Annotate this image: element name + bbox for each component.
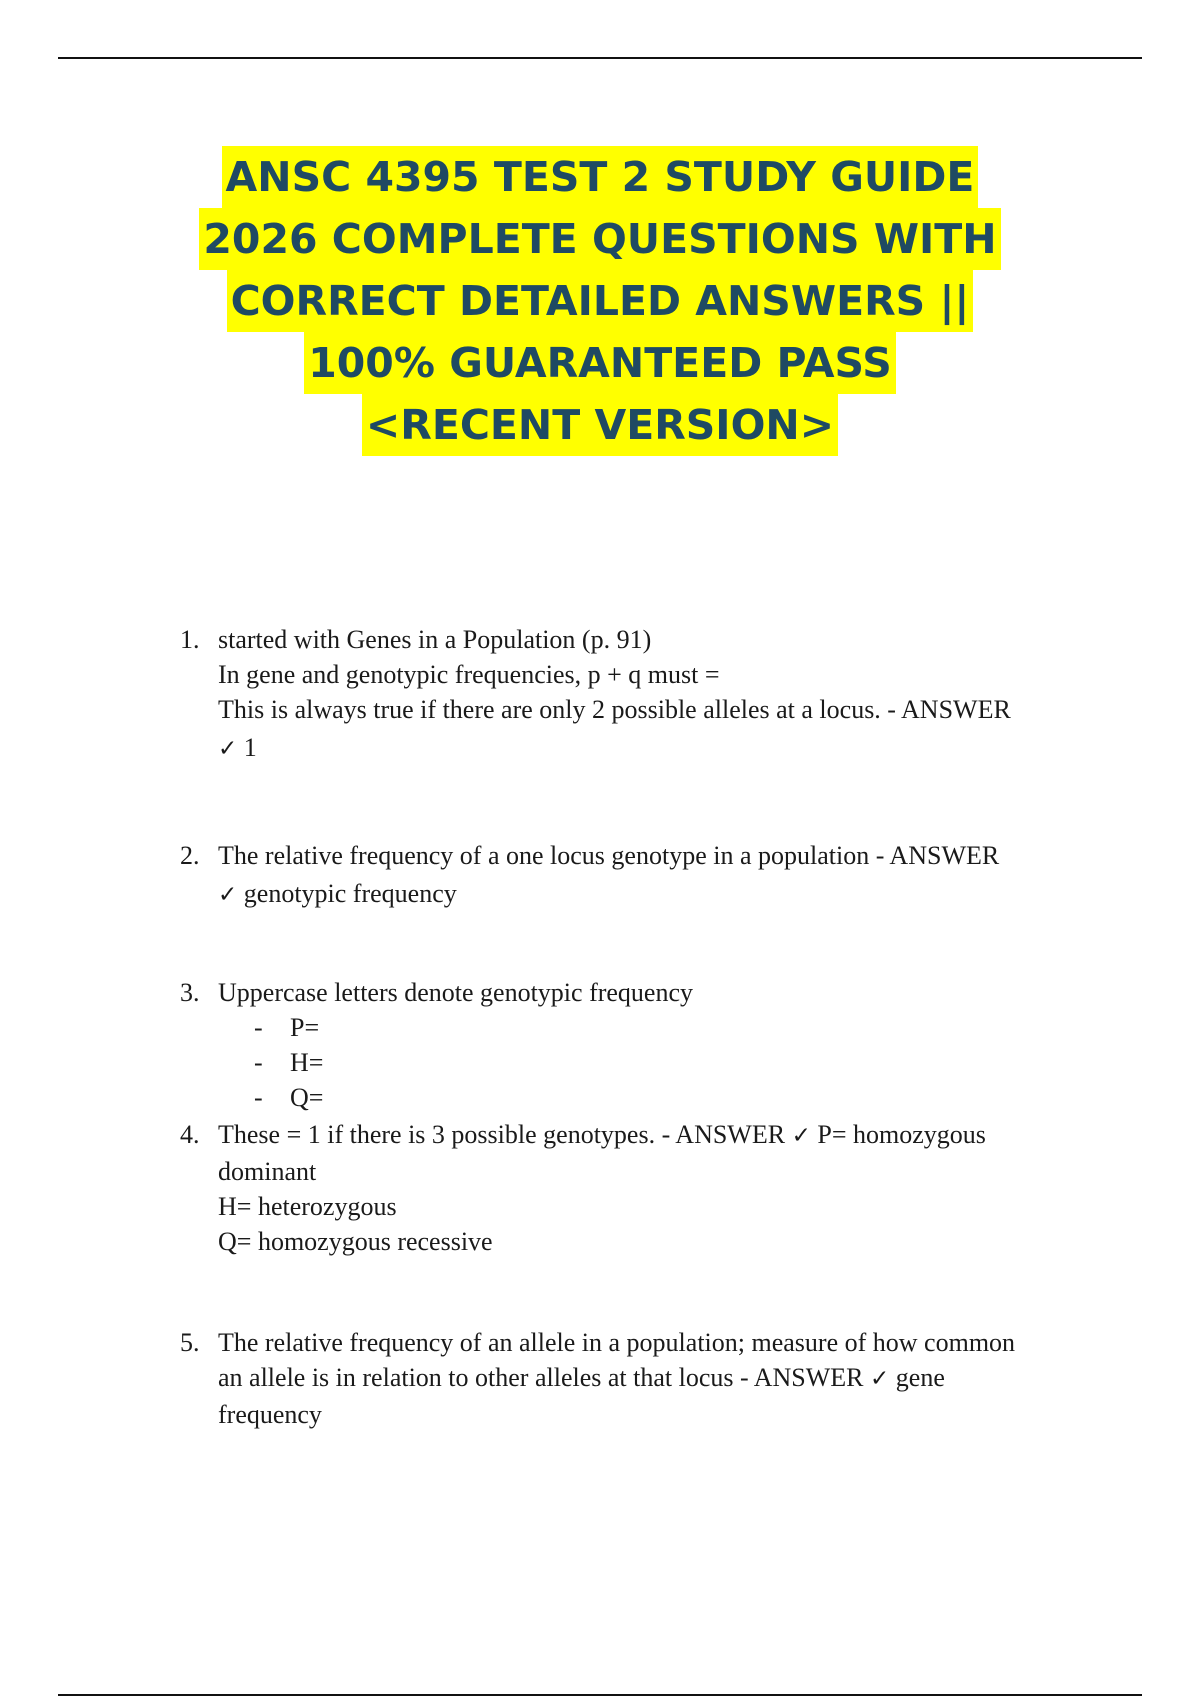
question-list xyxy=(180,622,1100,1432)
sub-item: - P= xyxy=(254,1013,320,1042)
answer-line xyxy=(218,730,1100,767)
sub-item: - Q= xyxy=(254,1083,324,1112)
question-1 xyxy=(180,622,1100,767)
question-text: started with Genes in a Population (p. 91) xyxy=(218,625,652,654)
checkmark-icon: ✓ xyxy=(218,882,238,908)
question-5 xyxy=(180,1325,1100,1432)
answer-line xyxy=(218,876,1100,913)
question-number: 1. xyxy=(180,625,200,654)
checkmark-icon: ✓ xyxy=(218,736,238,762)
document-title xyxy=(0,146,1200,456)
answer-text: H= heterozygous xyxy=(218,1192,397,1221)
bottom-rule xyxy=(58,1694,1142,1696)
question-2 xyxy=(180,838,1100,913)
title-line: 100% GUARANTEED PASS xyxy=(304,332,896,394)
top-rule xyxy=(58,57,1142,59)
question-number: 2. xyxy=(180,841,200,870)
question-text: This is always true if there are only 2 possible alleles at a locus. - ANSWER xyxy=(218,695,1011,724)
sub-list xyxy=(218,1010,1100,1115)
answer-text: P= homozygous xyxy=(810,1120,986,1149)
question-text: The relative frequency of a one locus genotype in a population - ANSWER xyxy=(218,841,1000,870)
answer-text: genotypic frequency xyxy=(237,879,457,908)
answer-text: 1 xyxy=(237,733,257,762)
answer-text: dominant xyxy=(218,1157,317,1186)
checkmark-icon: ✓ xyxy=(870,1366,890,1392)
title-line: <RECENT VERSION> xyxy=(362,394,838,456)
sub-item: - H= xyxy=(254,1048,324,1077)
question-text: These = 1 if there is 3 possible genotypes. - ANSWER ✓ P= homozygous xyxy=(218,1120,986,1149)
title-line: 2026 COMPLETE QUESTIONS WITH xyxy=(199,208,1000,270)
question-text: In gene and genotypic frequencies, p + q must = xyxy=(218,660,720,689)
question-number: 4. xyxy=(180,1120,200,1149)
question-number: 5. xyxy=(180,1328,200,1357)
title-line: ANSC 4395 TEST 2 STUDY GUIDE xyxy=(222,146,979,208)
answer-text: gene xyxy=(889,1363,945,1392)
title-line: CORRECT DETAILED ANSWERS || xyxy=(227,270,974,332)
question-text: The relative frequency of an allele in a population; measure of how common xyxy=(218,1328,1016,1357)
question-number: 3. xyxy=(180,978,200,1007)
checkmark-icon: ✓ xyxy=(791,1123,811,1149)
answer-text: frequency xyxy=(218,1400,322,1429)
question-text: Uppercase letters denote genotypic frequency xyxy=(218,978,694,1007)
answer-text: Q= homozygous recessive xyxy=(218,1227,493,1256)
question-4 xyxy=(180,1117,1100,1259)
question-text: an allele is in relation to other alleles at that locus - ANSWER ✓ gene xyxy=(218,1363,945,1392)
question-3 xyxy=(180,975,1100,1115)
